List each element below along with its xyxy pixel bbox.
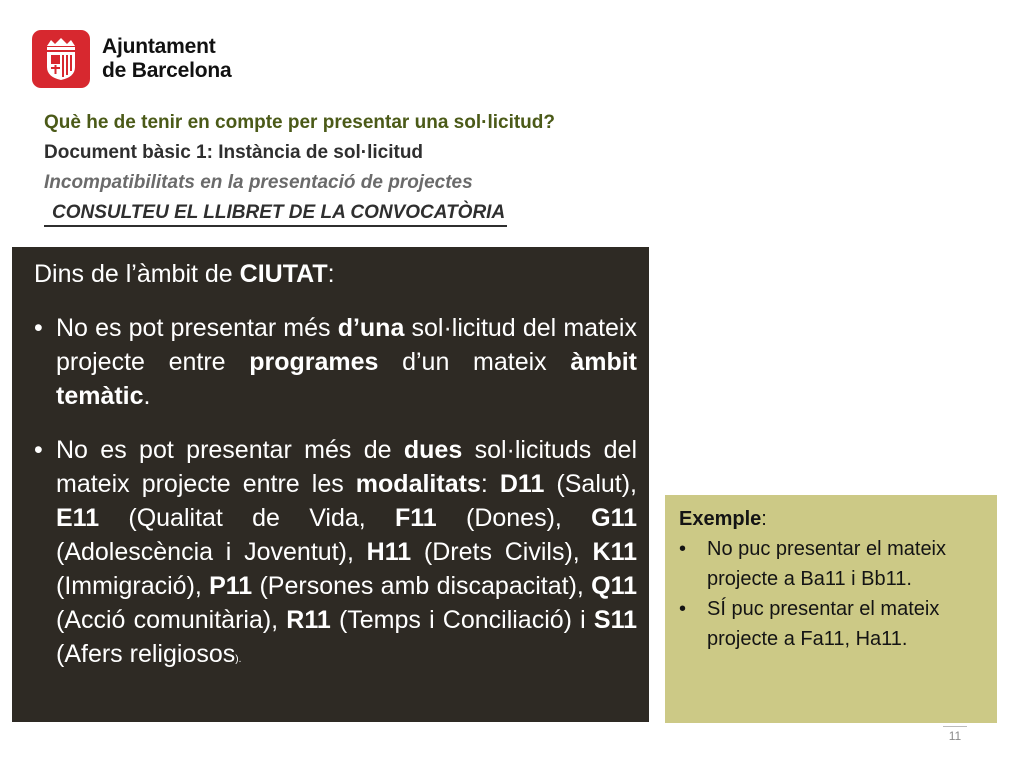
page-number: 11 [943,726,967,743]
brand-name-line1: Ajuntament [102,35,216,58]
example-title: Exemple: [679,508,767,530]
city-shield-icon [32,30,90,88]
example-item: • SÍ puc presentar el mateix projecte a Fa11, Ha11. [679,594,983,654]
heading-incompatibilities: Incompatibilitats en la presentació de projectes [44,172,473,193]
rules-list [34,311,637,677]
heading-document: Document bàsic 1: Instància de sol·licitud [44,142,424,163]
example-box [665,495,997,723]
intro-line: Dins de l’àmbit de CIUTAT: [34,260,335,288]
example-list [679,534,983,654]
rule-modalities: • No es pot presentar més de dues sol·licituds del mateix projecte entre les modalitats: D11 (Salut), E11 (Qualitat de Vida, F11 (Dones), G11 (Adolescència i Joventut), H11 (Drets Civils), K11 (Immigració), P11 (Persones amb discapacitat), Q11 (Acció comunitària), R11 (Temps i Conciliació) i S11 (Afers religiosos). [34,433,637,677]
brand-name-line2: de Barcelona [102,59,232,82]
example-item: • No puc presentar el mateix projecte a Ba11 i Bb11. [679,534,983,594]
logo [32,30,232,88]
heading-question: Què he de tenir en compte per presentar una sol·licitud? [44,112,555,133]
rule-programs: • No es pot presentar més d’una sol·licitud del mateix projecte entre programes d’un mateix àmbit temàtic. [34,311,637,413]
consult-booklet-link[interactable]: CONSULTEU EL LLIBRET DE LA CONVOCATÒRIA [44,201,507,227]
rules-box [12,247,649,722]
